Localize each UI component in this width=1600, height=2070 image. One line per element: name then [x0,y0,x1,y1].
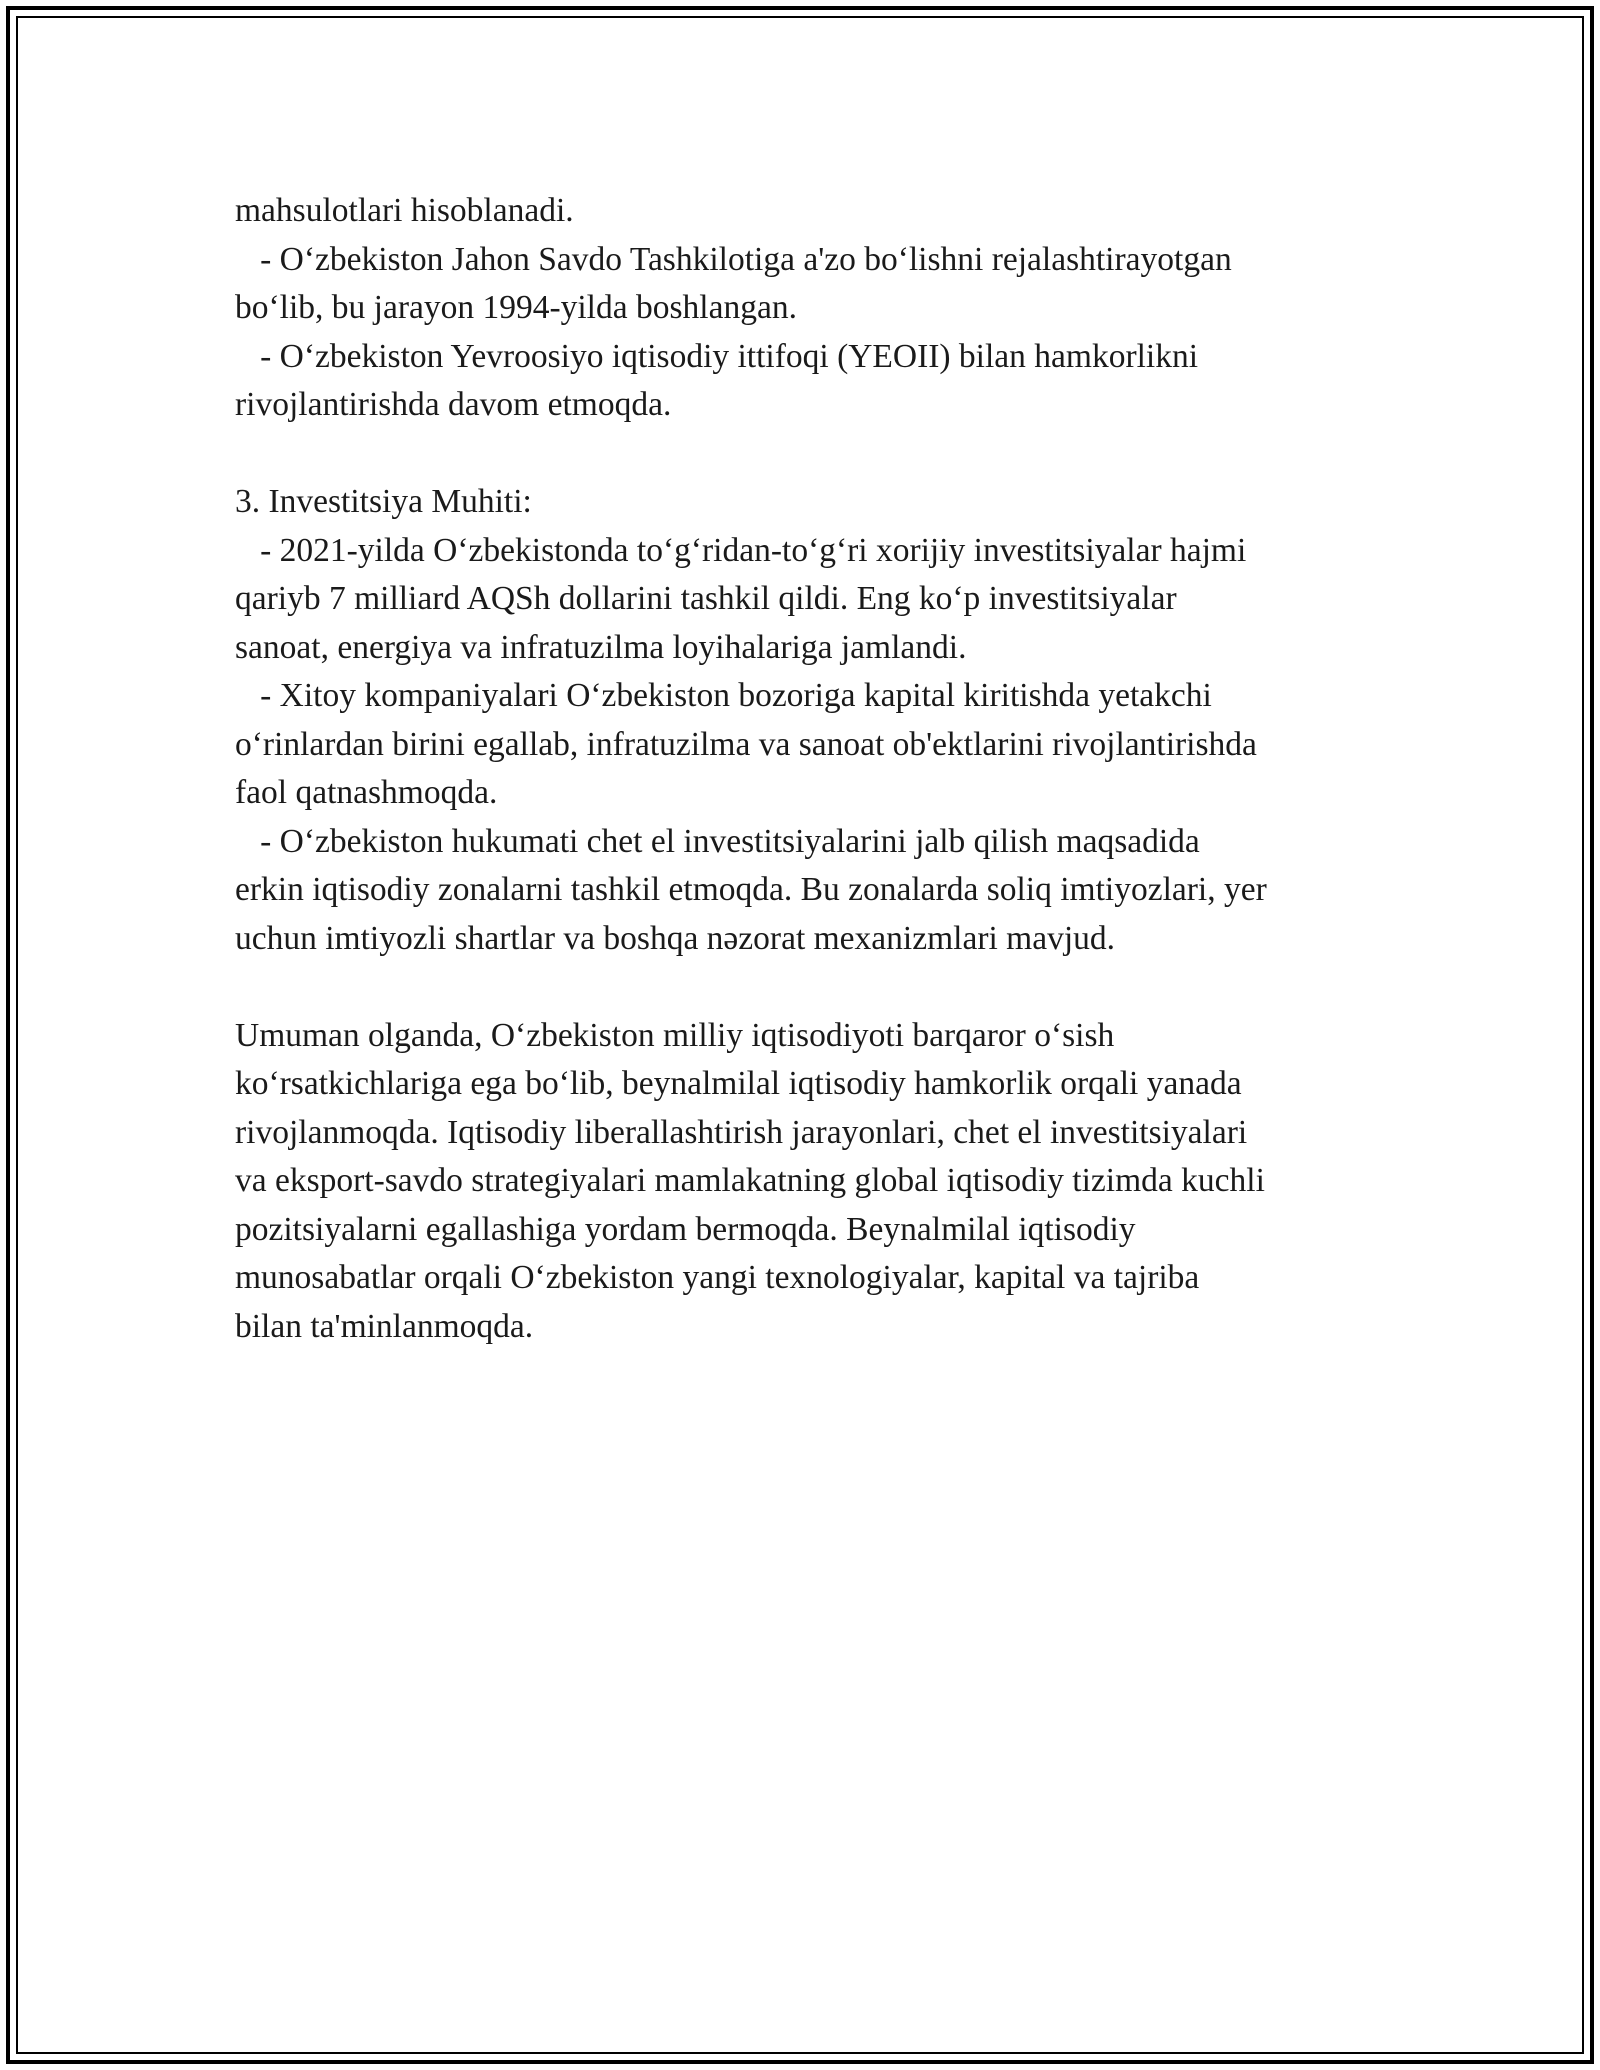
paragraph [235,1012,1375,1352]
paragraph [235,333,1375,430]
text-line: mahsulotlari hisoblanadi. [235,192,574,229]
text-line: rivojlanmoqda. Iqtisodiy liberallashtirish jarayonlari, chet el investitsiyalari [235,1113,1248,1151]
text-line: rivojlantirishda davom etmoqda. [235,386,672,423]
text-line: - O‘zbekiston hukumati chet el investitsiyalarini jalb qilish maqsadida [235,822,1200,860]
text-line: munosabatlar orqali O‘zbekiston yangi texnologiyalar, kapital va tajriba [235,1259,1200,1296]
text-line: bilan ta'minlanmoqda. [235,1307,534,1345]
text-line: Umuman olganda, O‘zbekiston milliy iqtisodiyoti barqaror o‘sish [235,1016,1115,1054]
paragraph [235,527,1375,673]
text-line: - O‘zbekiston Jahon Savdo Tashkilotiga a'zo bo‘lishni rejalashtirayotgan [235,240,1232,278]
text-line: va eksport-savdo strategiyalari mamlakatning global iqtisodiy tizimda kuchli [235,1162,1265,1199]
text-line: - 2021-yilda O‘zbekistonda to‘g‘ridan-to‘g‘ri xorijiy investitsiyalar hajmi [235,531,1247,569]
paragraph [235,236,1375,333]
blank-line [235,963,1375,1012]
text-line: - Xitoy kompaniyalari O‘zbekiston bozoriga kapital kiritishda yetakchi [235,677,1212,714]
text-line: pozitsiyalarni egallashiga yordam bermoqda. Beynalmilal iqtisodiy [235,1210,1136,1248]
text-line: ko‘rsatkichlariga ega bo‘lib, beynalmilal iqtisodiy hamkorlik orqali yanada [235,1065,1242,1102]
text-line: sanoat, energiya va infratuzilma loyihalariga jamlandi. [235,628,967,666]
text-line: uchun imtiyozli shartlar va boshqa nəzorat mexanizmlari mavjud. [235,919,1116,957]
text-line: o‘rinlardan birini egallab, infratuzilma va sanoat ob'ektlarini rivojlantirishda [235,725,1257,763]
blank-line [235,430,1375,479]
paragraph [235,478,1375,527]
text-line: erkin iqtisodiy zonalarni tashkil etmoqda. Bu zonalarda soliq imtiyozlari, yer [235,871,1267,908]
text-line: - O‘zbekiston Yevroosiyo iqtisodiy ittifoqi (YEOII) bilan hamkorlikni [235,337,1199,375]
paragraph [235,672,1375,818]
text-line: qariyb 7 milliard AQSh dollarini tashkil qildi. Eng ko‘p investitsiyalar [235,580,1177,617]
document-body [235,187,1375,1351]
paragraph [235,187,1375,236]
text-line: 3. Investitsiya Muhiti: [235,483,532,520]
text-line: faol qatnashmoqda. [235,774,498,811]
paragraph [235,818,1375,964]
text-line: bo‘lib, bu jarayon 1994-yilda boshlangan. [235,289,797,326]
